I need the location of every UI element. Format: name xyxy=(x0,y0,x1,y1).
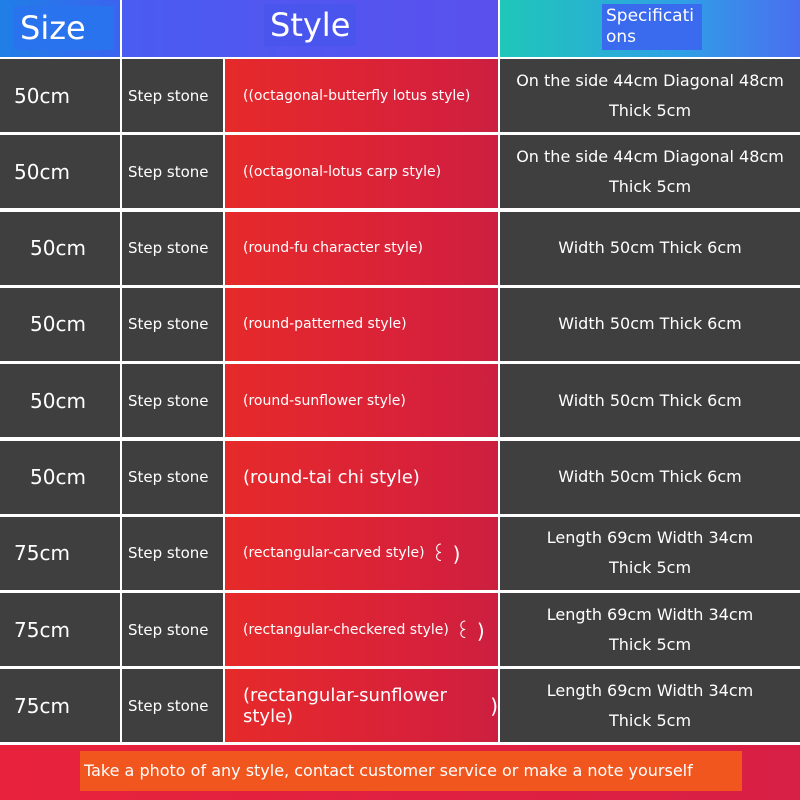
size-cell xyxy=(0,288,120,361)
type-value: Step stone xyxy=(128,468,209,486)
table-row xyxy=(0,593,800,666)
size-value: 50cm xyxy=(14,159,70,184)
style-cell xyxy=(225,288,498,361)
size-cell xyxy=(0,59,120,132)
type-cell xyxy=(122,669,223,742)
table-row xyxy=(0,364,800,437)
spec-line-2: Thick 5cm xyxy=(608,100,692,120)
spec-line-1: Width 50cm Thick 6cm xyxy=(558,314,742,334)
spec-line-2: Thick 5cm xyxy=(608,558,692,578)
spec-line-1: On the side 44cm Diagonal 48cm xyxy=(516,70,784,90)
spec-line-1: Length 69cm Width 34cm xyxy=(546,604,754,624)
size-value: 75cm xyxy=(14,617,70,642)
footer-banner xyxy=(0,745,800,800)
spec-cell xyxy=(500,669,800,742)
spec-line-1: Width 50cm Thick 6cm xyxy=(558,238,742,258)
style-cell xyxy=(225,135,498,208)
size-value: 50cm xyxy=(30,465,86,489)
spec-cell xyxy=(500,593,800,666)
type-value: Step stone xyxy=(128,544,209,563)
style-value: ((octagonal-lotus carp style) xyxy=(243,163,442,180)
type-value: Step stone xyxy=(128,239,209,258)
type-value: Step stone xyxy=(128,696,209,715)
style-mark: ) xyxy=(490,693,498,718)
style-mark: ꒰ ) xyxy=(430,542,461,567)
type-cell xyxy=(122,441,223,514)
size-cell xyxy=(0,593,120,666)
table-row xyxy=(0,288,800,361)
style-cell xyxy=(225,59,498,132)
spec-cell xyxy=(500,59,800,132)
spec-line-2: Thick 5cm xyxy=(608,710,692,730)
type-cell xyxy=(122,593,223,666)
type-value: Step stone xyxy=(128,391,209,410)
table-row xyxy=(0,135,800,208)
type-value: Step stone xyxy=(128,315,209,334)
spec-cell xyxy=(500,212,800,285)
type-value: Step stone xyxy=(128,620,209,639)
spec-cell xyxy=(500,364,800,437)
table-row xyxy=(0,59,800,132)
header-style-label: Style xyxy=(264,4,356,46)
type-cell xyxy=(122,135,223,208)
style-cell xyxy=(225,212,498,285)
table-row xyxy=(0,441,800,514)
size-cell xyxy=(0,517,120,590)
spec-cell xyxy=(500,288,800,361)
style-value: (rectangular-checkered style) xyxy=(243,621,449,638)
size-value: 50cm xyxy=(14,83,70,108)
style-value: (rectangular-carved style) xyxy=(243,545,425,562)
size-value: 75cm xyxy=(14,693,70,718)
spec-line-1: On the side 44cm Diagonal 48cm xyxy=(516,146,784,166)
size-value: 50cm xyxy=(30,388,86,413)
spec-cell xyxy=(500,135,800,208)
style-value: ((octagonal-butterfly lotus style) xyxy=(243,87,471,104)
header-size-label: Size xyxy=(14,6,114,50)
header-specs-label: Specifications xyxy=(602,4,702,50)
size-value: 50cm xyxy=(30,312,86,337)
style-mark: ꒰ ) xyxy=(454,618,485,643)
spec-line-2: Thick 5cm xyxy=(608,634,692,654)
style-value: (round-tai chi style) xyxy=(243,466,420,488)
footer-note: Take a photo of any style, contact customer service or make a note yourself xyxy=(80,751,742,791)
style-value: (round-sunflower style) xyxy=(243,392,406,409)
type-cell xyxy=(122,212,223,285)
table-row xyxy=(0,517,800,590)
size-cell xyxy=(0,135,120,208)
type-cell xyxy=(122,517,223,590)
size-value: 50cm xyxy=(30,236,86,261)
spec-line-1: Length 69cm Width 34cm xyxy=(546,528,754,548)
style-value: (round-fu character style) xyxy=(243,240,423,257)
style-cell xyxy=(225,517,498,590)
style-cell xyxy=(225,593,498,666)
size-cell xyxy=(0,212,120,285)
type-cell xyxy=(122,288,223,361)
table-row xyxy=(0,669,800,742)
type-cell xyxy=(122,59,223,132)
style-cell xyxy=(225,364,498,437)
spec-line-2: Thick 5cm xyxy=(608,176,692,196)
size-cell xyxy=(0,364,120,437)
size-cell xyxy=(0,669,120,742)
table-row xyxy=(0,212,800,285)
type-cell xyxy=(122,364,223,437)
spec-line-1: Length 69cm Width 34cm xyxy=(546,680,754,700)
spec-line-1: Width 50cm Thick 6cm xyxy=(558,390,742,410)
spec-line-1: Width 50cm Thick 6cm xyxy=(558,467,742,486)
style-value: (rectangular-sunflower style) xyxy=(243,684,447,727)
type-value: Step stone xyxy=(128,162,209,181)
type-value: Step stone xyxy=(128,86,209,105)
size-cell xyxy=(0,441,120,514)
header-size xyxy=(0,0,120,57)
header-style xyxy=(122,0,498,57)
size-value: 75cm xyxy=(14,541,70,566)
style-cell xyxy=(225,441,498,514)
style-value: (round-patterned style) xyxy=(243,316,407,333)
spec-cell xyxy=(500,441,800,514)
style-cell xyxy=(225,669,498,742)
header-specs xyxy=(500,0,800,57)
spec-cell xyxy=(500,517,800,590)
